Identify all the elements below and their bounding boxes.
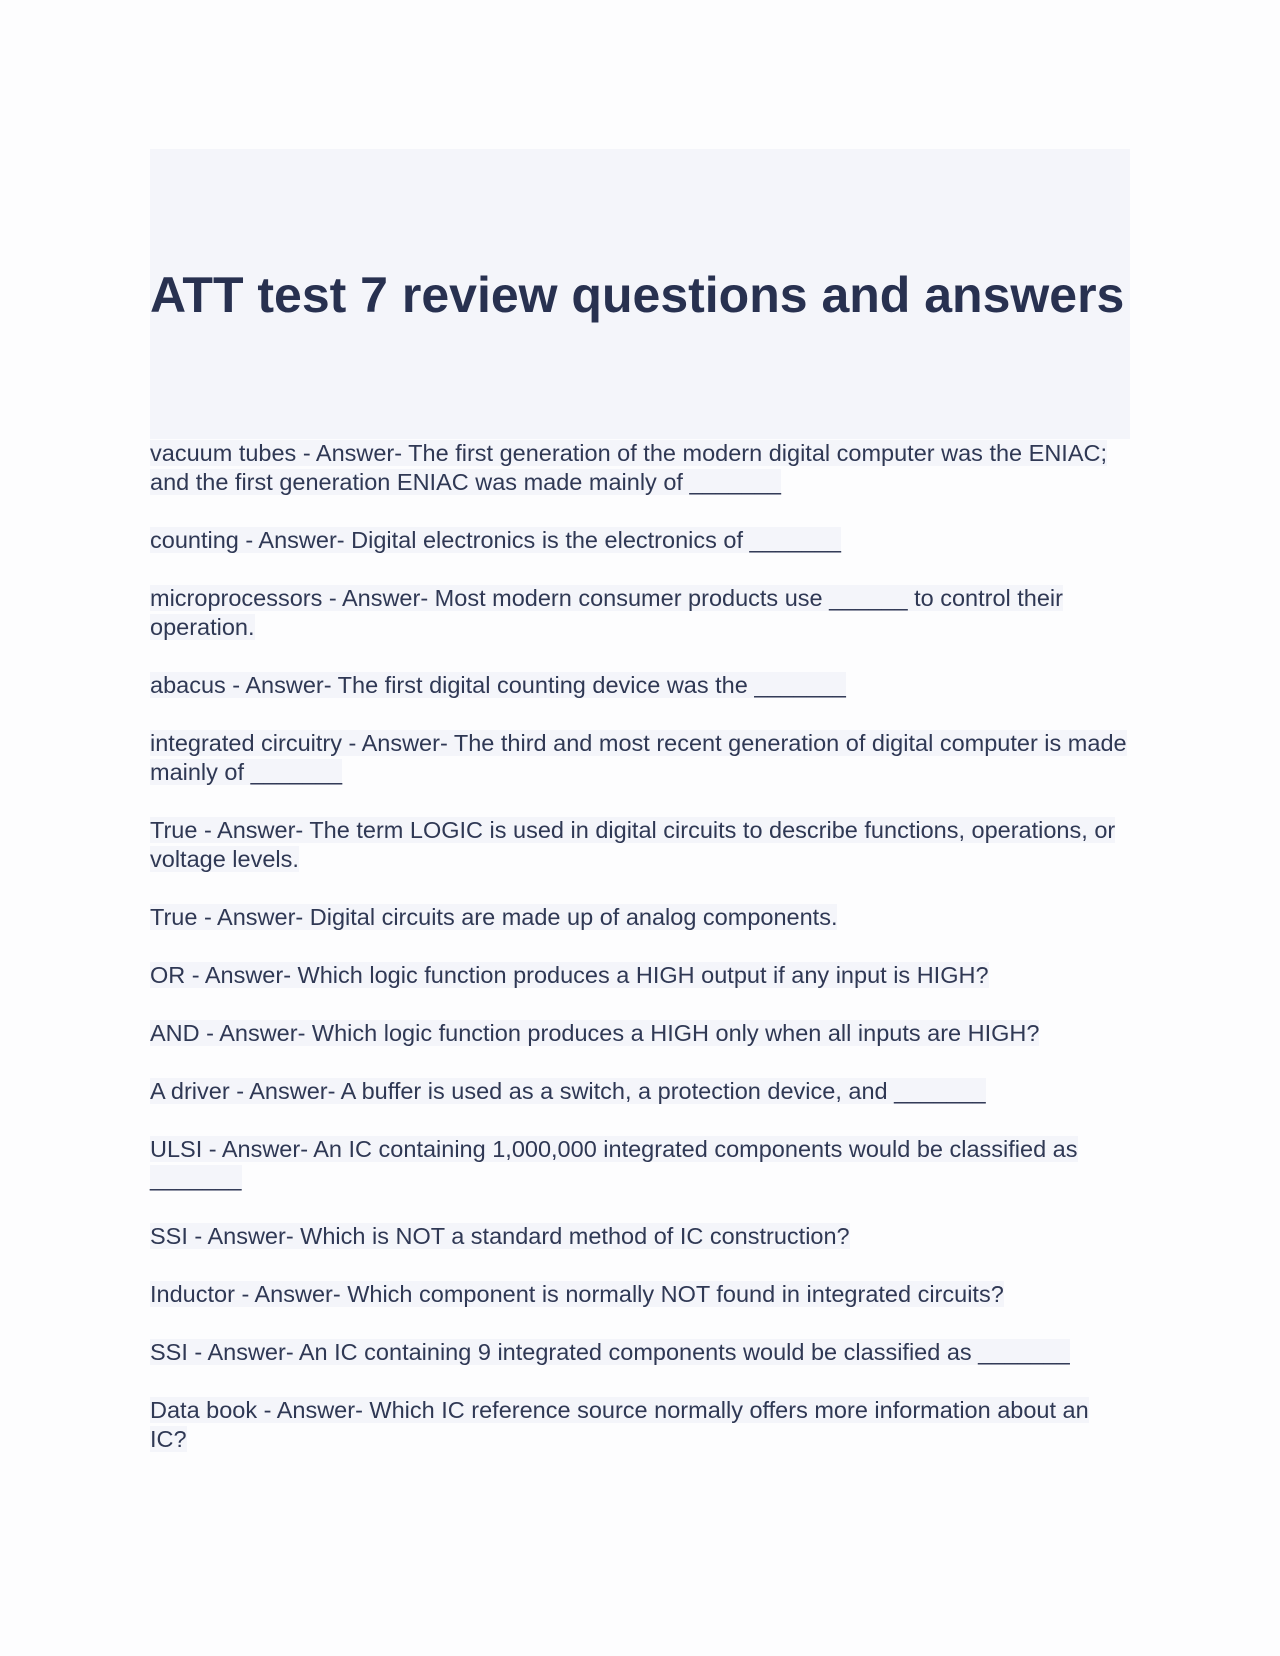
qa-text: Data book - Answer- Which IC reference source normally offers more information about an IC? xyxy=(150,1397,1089,1452)
document-page xyxy=(150,149,1130,1483)
qa-item xyxy=(150,1077,1130,1106)
qa-item xyxy=(150,671,1130,700)
qa-text: OR - Answer- Which logic function produces a HIGH output if any input is HIGH? xyxy=(150,962,989,988)
qa-item xyxy=(150,1135,1130,1193)
qa-item xyxy=(150,1396,1130,1454)
qa-item xyxy=(150,1222,1130,1251)
document-title: ATT test 7 review questions and answers xyxy=(150,267,1125,323)
qa-item xyxy=(150,1280,1130,1309)
qa-text: microprocessors - Answer- Most modern consumer products use ______ to control their operation. xyxy=(150,585,1063,640)
qa-item xyxy=(150,816,1130,874)
qa-text: vacuum tubes - Answer- The first generation of the modern digital computer was the ENIAC; and the first generation ENIAC was made mainly of _______ xyxy=(150,440,1107,495)
qa-text: Inductor - Answer- Which component is normally NOT found in integrated circuits? xyxy=(150,1281,1004,1307)
qa-item xyxy=(150,729,1130,787)
qa-text: AND - Answer- Which logic function produces a HIGH only when all inputs are HIGH? xyxy=(150,1020,1040,1046)
qa-text: abacus - Answer- The first digital counting device was the _______ xyxy=(150,672,846,698)
qa-item xyxy=(150,961,1130,990)
qa-list xyxy=(150,439,1130,1454)
qa-text: True - Answer- Digital circuits are made up of analog components. xyxy=(150,904,838,930)
qa-text: True - Answer- The term LOGIC is used in digital circuits to describe functions, operations, or voltage levels. xyxy=(150,817,1116,872)
qa-item xyxy=(150,1019,1130,1048)
qa-text: A driver - Answer- A buffer is used as a switch, a protection device, and _______ xyxy=(150,1078,986,1104)
qa-text: ULSI - Answer- An IC containing 1,000,000 integrated components would be classified as _______ xyxy=(150,1136,1078,1191)
qa-text: integrated circuitry - Answer- The third and most recent generation of digital computer is made mainly of _______ xyxy=(150,730,1127,785)
qa-text: counting - Answer- Digital electronics is the electronics of _______ xyxy=(150,527,842,553)
qa-item xyxy=(150,903,1130,932)
qa-item xyxy=(150,584,1130,642)
qa-text: SSI - Answer- Which is NOT a standard method of IC construction? xyxy=(150,1223,850,1249)
qa-item xyxy=(150,1338,1130,1367)
title-band xyxy=(150,149,1130,439)
qa-item xyxy=(150,439,1130,497)
qa-text: SSI - Answer- An IC containing 9 integrated components would be classified as _______ xyxy=(150,1339,1070,1365)
qa-item xyxy=(150,526,1130,555)
